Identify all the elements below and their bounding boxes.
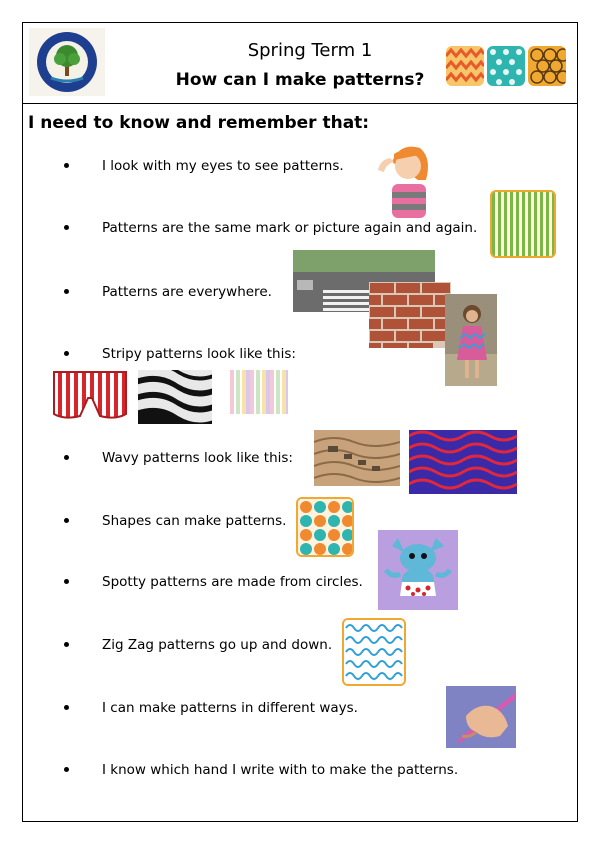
school-logo-icon [29,28,105,96]
topic-question: How can I make patterns? [175,70,425,90]
pastel-stripes-icon [230,370,288,414]
list-item: Patterns are everywhere. [64,284,272,300]
list-item: I can make patterns in different ways. [64,700,358,716]
honeycomb-pattern-icon [528,46,566,86]
zigzag-wave-lines-icon [342,618,406,686]
girl-zigzag-dress-icon [445,294,497,386]
wavy-lines-icon [409,430,517,494]
spotty-monster-icon [378,530,458,610]
sand-ripples-icon [314,430,400,486]
brick-wall-icon [369,282,451,348]
teal-dots-pattern-icon [487,46,525,86]
section-heading: I need to know and remember that: [28,113,370,133]
zebra-stripes-icon [138,370,212,424]
writing-hand-icon [446,686,516,748]
term-title: Spring Term 1 [247,40,373,61]
list-item: Patterns are the same mark or picture again and again. [64,220,477,236]
list-item: I know which hand I write with to make the patterns. [64,762,458,778]
header-divider [22,103,578,104]
list-item: Wavy patterns look like this: [64,450,293,466]
girl-looking-icon [370,140,440,218]
triangle-pattern-icon [446,46,484,86]
list-item: Shapes can make patterns. [64,513,286,529]
striped-shorts-icon [50,368,130,424]
list-item: I look with my eyes to see patterns. [64,158,344,174]
shape-circles-icon [296,497,354,557]
list-item: Spotty patterns are made from circles. [64,574,363,590]
green-stripes-icon [490,190,556,258]
list-item: Stripy patterns look like this: [64,346,296,362]
list-item: Zig Zag patterns go up and down. [64,637,332,653]
